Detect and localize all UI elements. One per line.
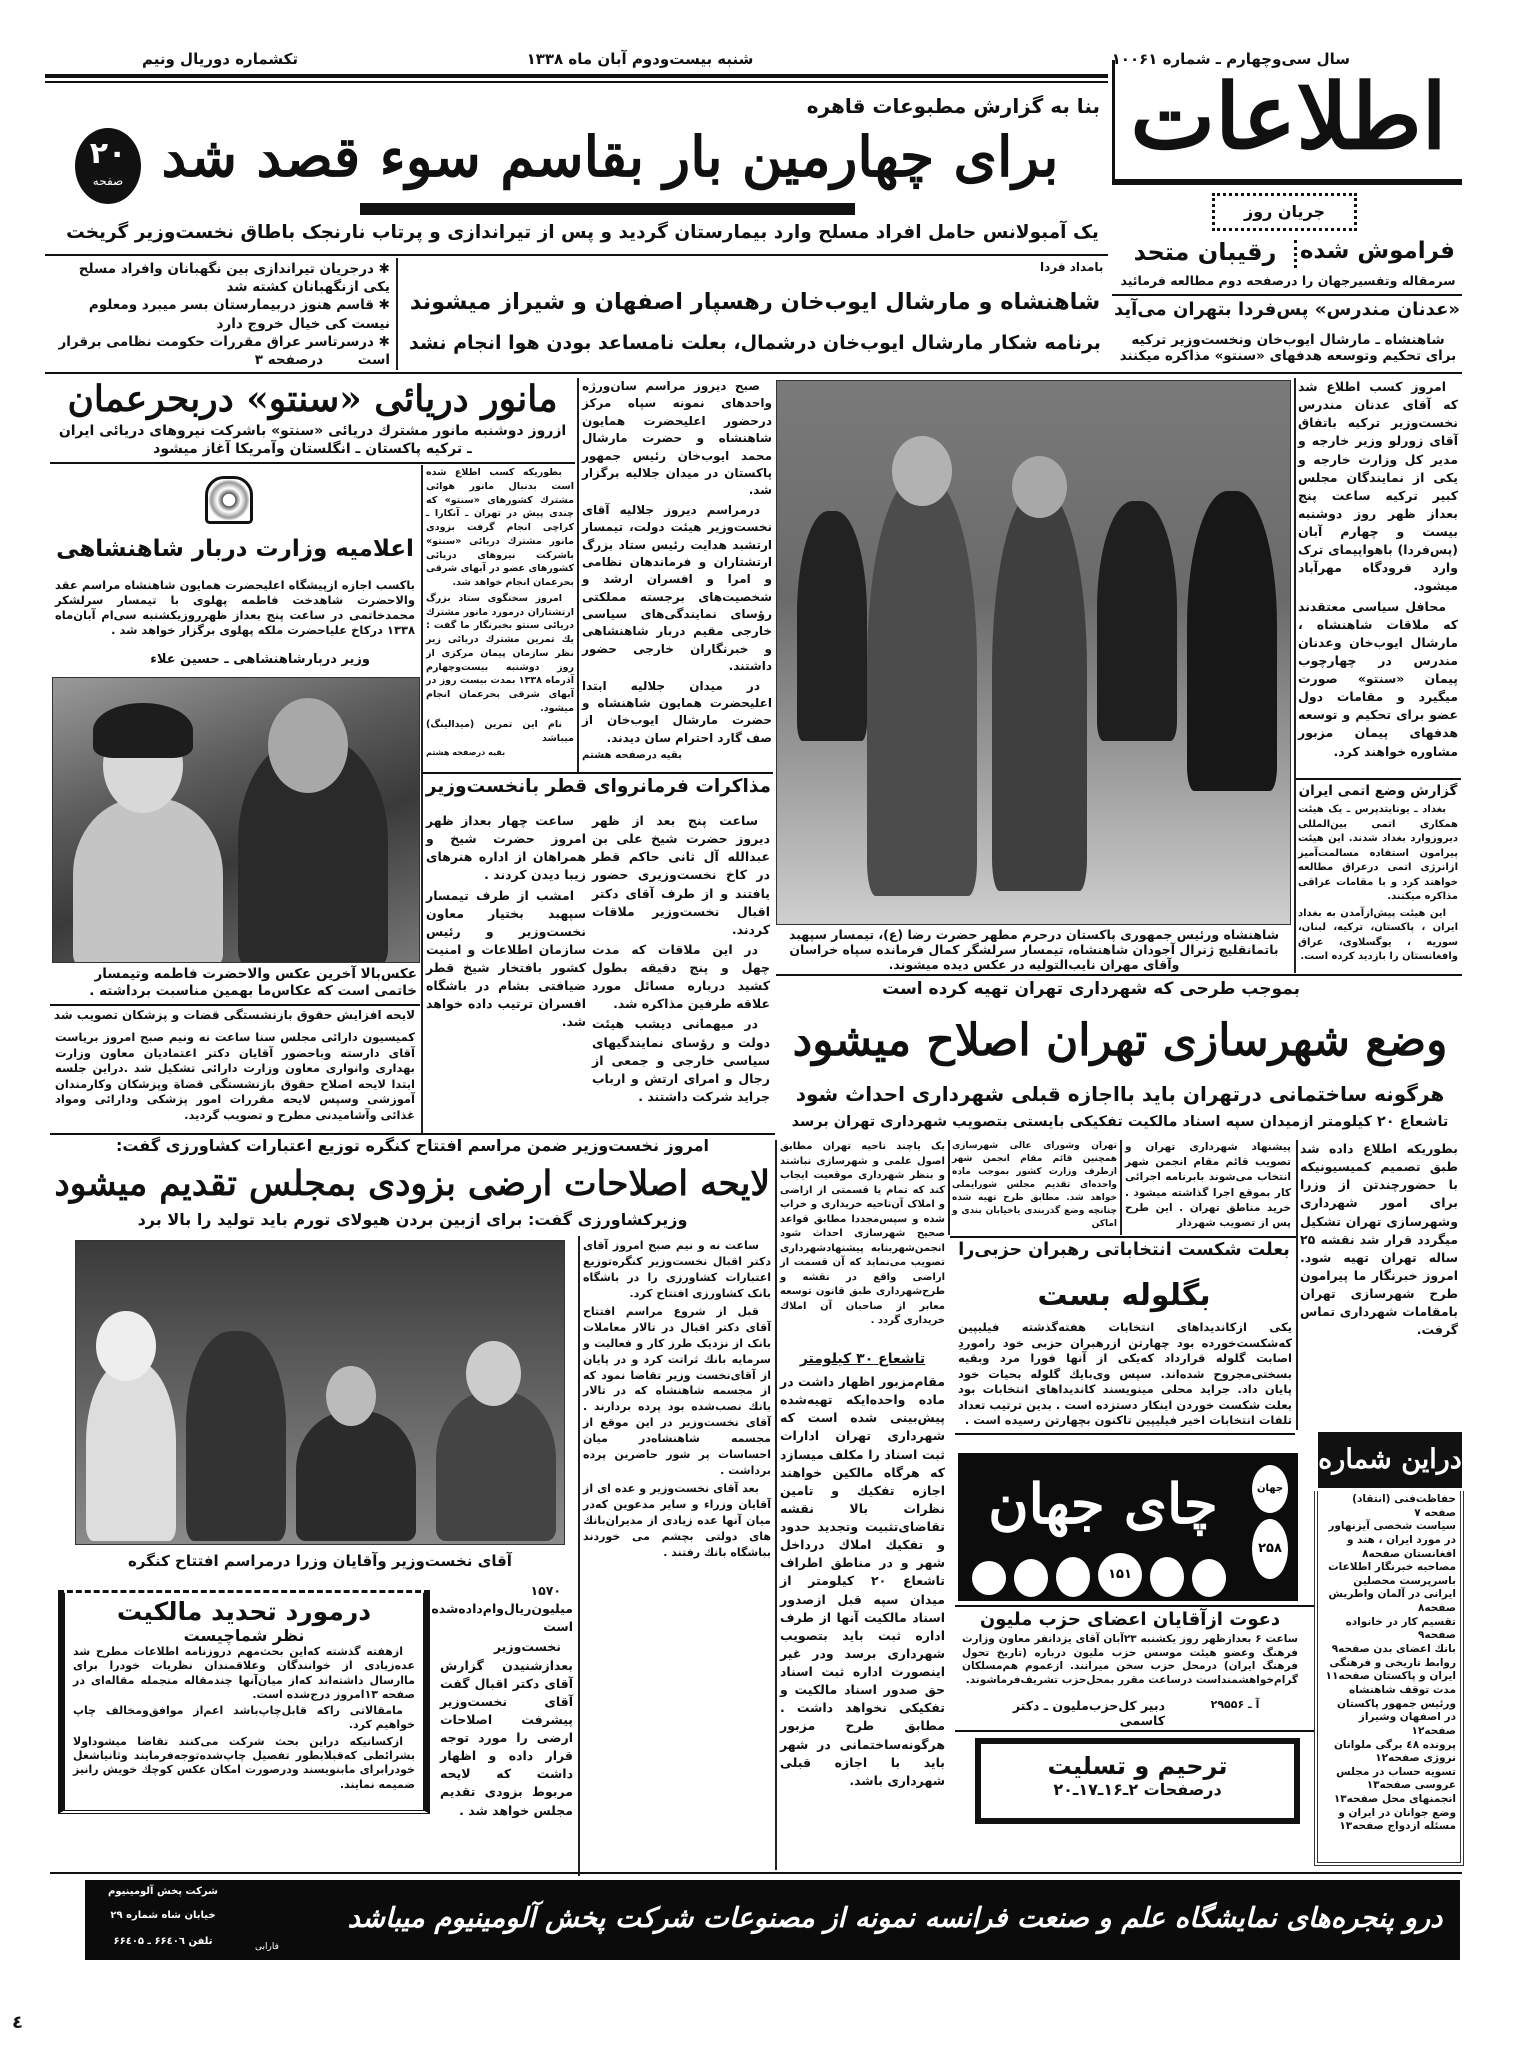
salary-body: کمیسیون دارائی مجلس سنا ساعت نه ونیم صبح امروز بریاست آقای دارسته وباحضور آقایان دکتر اعتمادیان معاون وزارت بهداری وانواری معاون وزارت دارائی تشکیل شد .دراین جلسه ابتدا لایحه اصلاح حقوق بازنشستگی قضاة وپزشکان وکارمندان آموزشی وسپس لایحه مقررات امور پزشکی ودارائی ومواد غذائی وآشامیدنی مطرح و تصویب گردید. [55, 1030, 415, 1122]
index-item[interactable]: حفاظت‌فنی (انتقاد) صفحه ۷ [1352, 1493, 1456, 1519]
election-headline-line2: بگلوله بست [1037, 1278, 1211, 1313]
menderes-body: امروز کسب اطلاع شد که آقای عدنان مندرس نخست‌وزیر ترکیه باتفاق آقای زورلو وزیر خارجه و مدیر کل وزارت خارجه و یکی از نمایندگان مجلس کبیر ترکیه ساعت پنج بعداز ظهر روز دوشنبه بیست و چهارم آبان (پس‌فردا) باهواپیمای ترک وارد فرودگاه مهرآباد میشود. محافل سیاسی معتقدند که ملاقات شاهنشاه ، مارشال ایوب‌خان وعدنان مندرس در چهارچوب پیمان «سنتو» صورت میگیرد و مقامات دول عضو برای تحکیم و توسعه هدفهای پیمان مزبور مشاوره خواهند کرد. [1298, 379, 1458, 759]
cento-subhead: ازروز دوشنبه مانور مشترك دریائی «سنتو» باشرکت نیروهای دریائی ایران ـ ترکیه پاکستان ـ انگلستان وآمریکا آغاز میشود [58, 423, 567, 457]
issue-number: سال سی‌وچهارم ـ شماره ۱۰۰۶۱ [1111, 50, 1350, 68]
bullet-item: ✱ قاسم هنوز دربیمارستان بسر میبرد ومعلوم نیست کی خیال خروج دارد [88, 297, 390, 332]
chai-badge: جهان [1252, 1465, 1288, 1513]
menderes-subhead: شاهنشاه ـ مارشال ایوب‌خان ونخست‌وزیر ترکیه برای تحکیم وتوسعه هدفهای «سنتو» مذاکره میکنند [1119, 332, 1457, 365]
index-item[interactable]: پرونده ٤٨ برگی ملوانان نروژی صفحه۱۲ [1333, 1738, 1456, 1765]
qatar-body-col1: ساعت چهار بعداز ظهر امروز حضرت شیخ و همراهان از اداره هنرهای زیبا دیدن کردند . امشب از طرف تیمسار سپهبد بختیار معاون نخست‌وزیر و رئیس سازمان اطلاعات و امنیت کشور بافتخار شیخ قطر ضیافتی بشام در باشگاه افسران ترتیب داده خواهد شد. [426, 813, 586, 1030]
city-col2: پیشنهاد شهرداری تهران و تصویب قائم مقام انجمن شهر انتخاب می‌شوند بابرنامه اجرائی کار بموقع اجرا گذاشته میشود . خرید مناطق تهران . این طرح پس از تصویب شهردار [1125, 1141, 1291, 1230]
salary-headline: لایحه افزایش حقوق بازنشستگی قضات و پزشکان تصویب شد [53, 1008, 416, 1022]
index-list [1314, 1491, 1464, 1866]
header-rule-thin [45, 81, 1108, 83]
city-radius-title: تاشعاع ۳۰ کیلومتر [799, 1351, 926, 1367]
masthead [1112, 60, 1462, 185]
condolence-title: ترحیم و تسلیت [1047, 1752, 1228, 1780]
index-item[interactable]: تقسیم کار در خانواده صفحه۹ [1345, 1615, 1456, 1642]
lead-subhead: یک آمبولانس حامل افراد مسلح وارد بیمارستان گردید و پس از تیراندازی و پرتاب نارنجک باطاق نخست‌وزیر گریخت [66, 222, 1099, 243]
index-header [1318, 1432, 1462, 1488]
index-item[interactable]: مصاحبه خبرنگار اطلاعات باسرپرست محصلین ایرانی در آلمان واطریش صفحه۸ [1328, 1561, 1456, 1615]
editorial-note: سرمقاله وتفسیرجهان را درصفحه دوم مطالعه فرمائید [1120, 273, 1456, 288]
chai-jahan-ad[interactable] [958, 1453, 1298, 1601]
crown-emblem-icon [205, 476, 253, 524]
ayub-headline: شاهنشاه و مارشال ایوب‌خان رهسپار اصفهان و شیراز میشوند [409, 289, 1101, 315]
invitation-body: ساعت ۶ بعدازظهر روز یکشنبه ۲۳آبان آقای یزدانفر معاون وزارت فرهنگ وعضو هیئت موسس حزب ملیون درباره (تاریخ تحول فرهنگ ایران) درمحل حزب سخن میرانند. ازعموم هم‌مسلکان گرام‌خواهشمنداست درساعت مقرر بمحل‌حزب تشریف‌فرماشوند. [962, 1633, 1298, 1686]
ayub-body: صبح دیروز مراسم سان‌ورژه واحدهای نمونه سپاه مرکز درحضور اعلیحضرت همایون شاهنشاه و حضرت مارشال محمد ایوب‌خان رئیس جمهور پاکستان در میدان جلالیه برگزار شد. درمراسم دیروز جلالیه آقای نخست‌وزیر هیئت دولت، تیمسار ارتشبد هدایت رئیس ستاد بزرگ ارتشتاران و فرماندهان نظامی و امرا و افسران ارشد و شخصیت‌های برجسته مملکتی رؤسای نمایندگی‌های سیاسی خارجی مقیم دربار شاهنشاهی و خبرنگاران خارجی حضور داشتند. در میدان جلالیه ابتدا اعلیحضرت همایون شاهنشاه و حضرت مارشال ایوب‌خان از صف گارد احترام سان دیدند. بقیه درصفحه هشتم [582, 378, 772, 768]
land-subhead-label: وزیرکشاورزی گفت: [527, 1210, 688, 1229]
headline-bar [360, 203, 855, 215]
bullet-ref: درصفحه ۳ [254, 352, 324, 369]
land-subhead-text: برای ازبین بردن هیولای تورم باید تولید را بالا برد [137, 1210, 523, 1229]
election-headline-line1: بعلت شکست انتخاباتی رهبران حزبی‌را [958, 1240, 1290, 1260]
city-col1: بطوریکه اطلاع داده شد طبق تصمیم کمیسیونیکه با حضورچندتن از وزرا برای امور شهرداری وشهرسازی تهران تشکیل میگردد قرار شد نقشه ۲۵ ساله تهران تهیه شود. امروز خبرنگار ما پیرامون طرح شهرسازی تهران بامقامات شهرداری تماس گرفت. [1300, 1141, 1458, 1338]
land-body2-col1: ۱۵۷۰ میلیون‌ریال‌وام‌داده‌شده است نخست‌وزیر بعدازشنیدن گزارش آقای دکتر اقبال گفت آقای نخست‌وزیر پیشرفت اصلاحات ارضی را مورد توجه قرار داده و اظهار داشت که لایحه مربوط بزودی تقدیم مجلس خواهد شد . [431, 1583, 573, 1818]
index-item[interactable]: روابط تاریخی و فرهنگی ایران و پاکستان صفحه۱۱ [1325, 1656, 1456, 1683]
city-col4: یک یاچند ناحیه تهران مطابق اصول علمی و شهرسازی نباشند و بنظر شهرداری موقعیت ایجاب کند که تمام یا قسمتی از اراضی و املاک آن‌ناحیه خریداری و خراب شده و سپس‌مجددا مطابق قواعد صحیح شهرسازی احداث شود انجمن‌شهربنابه پیشنهادشهرداری تصویب می‌نماید که آن قسمت از اراضی واقع در نقشه و طرح‌شهرداری طبق قانون توسعه معابر از صاحبان آن املاك خریداری گردد . [780, 1141, 945, 1326]
ownership-subtitle: نظر شماچیست [183, 1626, 305, 1645]
chai-number-258: ۲۵۸ [1252, 1519, 1288, 1579]
header-rule [45, 74, 1108, 78]
city-subhead: هرگونه ساختمانی درتهران باید بااجازه قبلی شهرداری احداث شود [795, 1082, 1445, 1106]
congress-photo-caption: آقای نخست‌وزیر وآقایان وزرا درمراسم افتتاح کنگره [128, 1552, 512, 1570]
land-headline: لایحه اصلاحات ارضی بزودی بمجلس تقدیم میشود [54, 1164, 770, 1204]
masthead-logo: اطلاعات [1130, 64, 1447, 170]
lead-headline: برای چهارمین بار بقاسم سوء قصد شد [161, 125, 1059, 190]
ownership-box [58, 1590, 430, 1814]
page-number: ٤ [12, 2012, 23, 2033]
issue-price: تکشماره دوریال ونیم [141, 50, 299, 68]
land-subhead [60, 1210, 765, 1229]
banner-phone: تلفن ۶۶٤۰٦ ـ ۶۶٤۰۵ [113, 1936, 213, 1947]
rule [45, 254, 1108, 256]
land-body: ساعت نه و نیم صبح امروز آقای دکتر اقبال نخست‌وزیر کنگره‌توزیع اعتبارات کشاورزی را در باشگاه بانک کشاورزی افتتاح کرد. قبل از شروع مراسم افتتاح آقای دکتر اقبال در تالار معاملات بانک از نزدیک طرز کار و فعالیت و سرمایه بانك ثراتت کرد و در پایان از آقای‌نخست وزیر تقاضا نمود که از مجسمه شاهنشاه که در تالار بانك نصب‌شده بود پرده بردارند . آقای نخست‌وزیر در این موقع از مجسمه شاهنشاه‌در میان احساسات پر شور حاضرین پرده برداشت . بعد آقای نخست‌وزیر و عده ای از آقایان وزراء و سایر مدعوین که‌در میان آنها عده زیادی از مدیران‌بانك های دولتی بچشم می خوردند بباشگاه بانك رفتند . [583, 1239, 771, 1559]
condolence-pages: درصفحات ۲ـ۱۶ـ۱۷ـ۲۰ [1053, 1780, 1222, 1799]
current-events-title: جریان روز [1243, 202, 1326, 221]
main-photo-caption: شاهنشاه ورئیس جمهوری پاکستان درحرم مطهر حضرت رضا (ع)، تیمسار سپهبد باتمانقلیچ ژنرال آجودان شاهنشاه، تیمسار سرلشگر کمال فرمانده سپاه خراسان وآقای مهران نایب‌التولیه در عکس دیده میشوند. [788, 927, 1280, 972]
lead-kicker: بنا به گزارش مطبوعات قاهره [806, 94, 1100, 118]
atomic-body: بغداد ـ یونایتدپرس ـ یک هیئت همکاری اتمی بین‌المللی دیروزوارد بغداد شدند. این هیئت پیرامون استفاده مسالمت‌آمیز ازانرژی اتمی درعراق مطالعه خواهند کرد و با مقامات عراقی مذاکره میکنند. این هیئت پیش‌ازآمدن به بغداد ایران ، پاکستان، ترکیه، لبنان، سوریه ، یوگسلاوی، عراق وافغانستان را بازدید کرده است. [1298, 804, 1458, 962]
city-col3: تهران وشورای عالی شهرسازی همچنین قائم مقام انجمن شهر ازطرف وزارت کشور بموجب ماده واحده‌ای تقدیم مجلس شورایملی خواهد شد. مطابق طرح تهیه شده چنانچه وضع گذربندی یاخیابان بندی و اماکن [952, 1141, 1117, 1230]
ayub-kicker: بامداد فردا [1040, 260, 1104, 274]
city-radius-body: مقام‌مزبور اظهار داشت در ماده واحده‌ایکه تهیه‌شده پیش‌بینی شده است که شهرداری تهران ادارات ثبت اسناد را مکلف میسازد که هرگاه مالکین خواهند اجازه تفکیك و تامین نظرات بالا نقشه تقاضای‌تثبیت وتجدید حدود و تفکیك املاك درداخل شهر و در مناطق اطراف تاشعاع ۲۰ کیلومتر از میدان سپه قبل ازصدور اسناد مالکیت آنها از طرف اداره ثبت باید بتصویب شهرداری برسد ودر غیر اینصورت اداره ثبت اسناد حق صدور اسناد مالکیت و تفکیکی نخواهد داشت . مطابق طرح مزبور هرگونه‌ساختمانی در شهر باید با اجازه قبلی شهرداری باشد. [780, 1374, 945, 1788]
banner-text: درو پنجره‌های نمایشگاه علم و صنعت فرانسه نمونه‌ از مصنوعات شرکت پخش آلومینیوم میباشد [347, 1902, 1443, 1934]
editorial-item-rivals[interactable]: رقیبان متحد [1133, 238, 1277, 266]
invitation-signature: دبیر کل‌حزب‌ملیون ـ دکتر کاسمی [1012, 1698, 1165, 1728]
index-item[interactable]: انجمنهای محل صفحه۱۳ [1333, 1793, 1456, 1806]
invitation-title: دعوت ازآقایان اعضای حزب ملیون [979, 1609, 1281, 1630]
election-body: یکی ازکاندیداهای انتخابات هفته‌گذشته فیلیپین که‌شکست‌خورده بود چهارتن ازرهبران حزبی خود راموردِ اصابت گلوله قرارداد که‌یکی از آنها فورا مرد وبقیه بسختی‌مجروح شده‌اند. سپس وی‌بایك گلوله بحیات خود پایان داد. جراید محلی مینویسند کاندیداهای انتخابات بود بعلت شکست خوردن اینکار دستزده است . بدین ترتیب تعداد تلفات انتخابات اخیر فیلیپین تاکنون بچهارتن رسیده است . [958, 1320, 1292, 1428]
banner-address: خیابان شاه شماره ۲۹ [110, 1910, 216, 1921]
court-photo-caption: عکس‌بالا آخرین عکس والاحضرت فاطمه وتیمسار خاتمی است که عکاس‌ما بهمین مناسبت برداشته . [89, 966, 417, 999]
banner-signature: فارابی [255, 1942, 279, 1952]
index-item[interactable]: مدت توقف شاهنشاه ورئیس جمهور پاکستان در اصفهان وشیراز صفحه۱۲ [1337, 1683, 1456, 1737]
photo-princess-fatemeh-khatami [52, 677, 420, 963]
city-kicker: بموجب طرحی که شهرداری تهران تهیه کرده است [882, 979, 1300, 999]
qatar-body-col2: ساعت پنج بعد از ظهر دیروز حضرت شیخ علی بن عبدالله آل ثانی حاکم قطر در کاخ نخست‌وزیری حضور یافتند و از طرف آقای دکتر اقبال نخست‌وزیر ملاقات کردند. در این ملاقات که مدت چهل و پنج دقیقه بطول کشید درباره مسائل مورد علاقه طرفین مذاکره شد. در میهمانی دیشب هیئت دولت و رؤسای نمایندگیهای سیاسی خارجی و جمعی از رجال و امرای ارتش و ارباب جراید شرکت داشتند . [592, 813, 770, 1104]
banner-company: شرکت پخش آلومینیوم [107, 1886, 218, 1897]
city-headline: وضع شهرسازی تهران اصلاح میشود [792, 1015, 1448, 1066]
index-item[interactable]: تسویه حساب در مجلس عروسی صفحه۱۳ [1336, 1765, 1456, 1792]
court-body: باکسب اجازه ازپیشگاه اعلیحضرت همایون شاهنشاه مراسم عقد والاحضرت شاهدخت فاطمه پهلوی با تیمسار سرلشکر محمدخاتمی در ساعت پنج بعداز ظهرروزیکشنبه سی‌ام آبان‌ماه ۱۳۳۸ درکاخ علیاحضرت ملکه پهلوی برگزار خواهد شد . [55, 578, 415, 637]
photo-congress-ministers [75, 1240, 565, 1545]
ayub-subhead: برنامه شکار مارشال ایوب‌خان درشمال، بعلت نامساعد بودن هوا انجام نشد [409, 332, 1101, 354]
atomic-headline: گزارش وضع اتمی ایران [1298, 783, 1458, 799]
photo-shah-ayub-khan-shrine [776, 380, 1291, 925]
page-count-badge [75, 128, 141, 204]
ownership-title: درمورد تحدید مالکیت [116, 1597, 372, 1626]
lead-bullets [50, 260, 390, 368]
ayub-continued: بقیه درصفحه هشتم [582, 750, 682, 762]
page-count-label: صفحه [92, 174, 124, 188]
court-headline: اعلامیه وزارت دربار شاهنشاهی [56, 536, 414, 562]
bullet-item: ✱ درسرتاسر عراق مقررات حکومت نظامی برقرار است درصفحه ۳ [58, 333, 390, 369]
cento-headline: مانور دریائی «سنتو» دربحرعمان [67, 378, 558, 420]
index-title: دراین شماره [1318, 1444, 1462, 1475]
page-count-number: ۲۰ [89, 136, 127, 171]
index-item[interactable]: وضع جوانان در ایران و مسئله ازدواج صفحه۱۳ [1338, 1806, 1456, 1833]
condolence-box[interactable] [975, 1738, 1300, 1824]
current-events-box [1212, 193, 1357, 231]
cento-continued: بقیه درصفحه هشتم [426, 748, 506, 758]
invitation-code: آ ـ ۲۹۵۵۶ [1210, 1698, 1260, 1711]
chai-brand: چای جهان [988, 1471, 1218, 1536]
qatar-headline: مذاکرات فرمانروای قطر بانخست‌وزیر [425, 776, 771, 797]
chai-number-151: ۱۵۱ [1098, 1553, 1142, 1597]
ownership-body: ازهفته گذشته که‌این بحث‌مهم دروزنامه اطلاعات مطرح شد عده‌زیادی از خوانندگان وعلاقمندان نظریات خودرا برای ماارسال داشته‌اند که‌از میان‌آنها چندمقاله منجمله مقاله‌ای در صفحه ۱۳امروز درج‌شده است. مامقالاتی راکه قابل‌چاپ‌باشد اعم‌از موافق‌ومخالف چاپ خواهیم کرد. ازکسانیکه دراین بحث شرکت می‌کنند تقاضا میشوداولا بشرائطی که‌قبلا‌بطور تفصیل چاپ‌شده‌توجه‌فرمایند وثانیاشغل خودرابرای مابنویسند ودرصورت امکان عکس کوچك خویش رانیز ضمیمه نمایند. [73, 1645, 415, 1791]
bullet-item: ✱ درجریان تیراندازی بین نگهبانان وافراد مسلح یکی ازنگهبانان کشته شد [78, 261, 390, 296]
court-signature: وزیر دربارشاهنشاهی ـ حسین علاء [150, 652, 370, 667]
city-subhead2: تاشعاع ۲۰ کیلومتر ازمیدان سپه اسناد مالکیت تفکیکی بایستی بتصویب شهرداری تهران برسد [791, 1114, 1449, 1130]
menderes-headline: «عدنان مندرس» پس‌فردا بتهران می‌آید [1114, 299, 1460, 320]
editorial-item-forgotten[interactable]: فراموش شده [1299, 238, 1455, 264]
cento-body: بطوریکه کسب اطلاع شده است بدنبال مانور هوائی مشترك کشورهای «سنتو» که چندی پیش در تهران ـ آنکارا ـ کراچی انجام گرفت بزودی مانور مشترك دریائی «سنتو» باشرکت نیروهای دریائی کشورهای عضو در آبهای شرقی بحرعمان انجام خواهد شد. امروز سخنگوی ستاد بزرگ ارتشتاران درمورد مانور مشترك دریائی سنتو بخبرنگار ما گفت : یك تمرین مشترك دریائی زیر نظر سازمان پیمان مرکزی از روز دوشنبه بیست‌وچهارم آذرماه ۱۳۳۸ بمدت بیست روز در آبهای شرقی بحرعمان انجام میشود. نام این تمرین (میدالینگ) میباشد بقیه درصفحه هشتم [426, 467, 575, 758]
index-item[interactable]: سیاست شخصی آیزنهاور در مورد ایران ، هند و افغانستان صفحه۸ [1328, 1520, 1456, 1560]
aluminium-ad-banner[interactable] [85, 1880, 1460, 1960]
index-item[interactable]: بانك اعضای بدن صفحه۹ [1331, 1643, 1456, 1656]
issue-date: شنبه بیست‌ودوم آبان ماه ۱۳۳۸ [526, 50, 754, 68]
land-kicker: امروز نخست‌وزیر ضمن مراسم افتتاح کنگره توزیع اعتبارات کشاورزی گفت: [115, 1136, 710, 1155]
